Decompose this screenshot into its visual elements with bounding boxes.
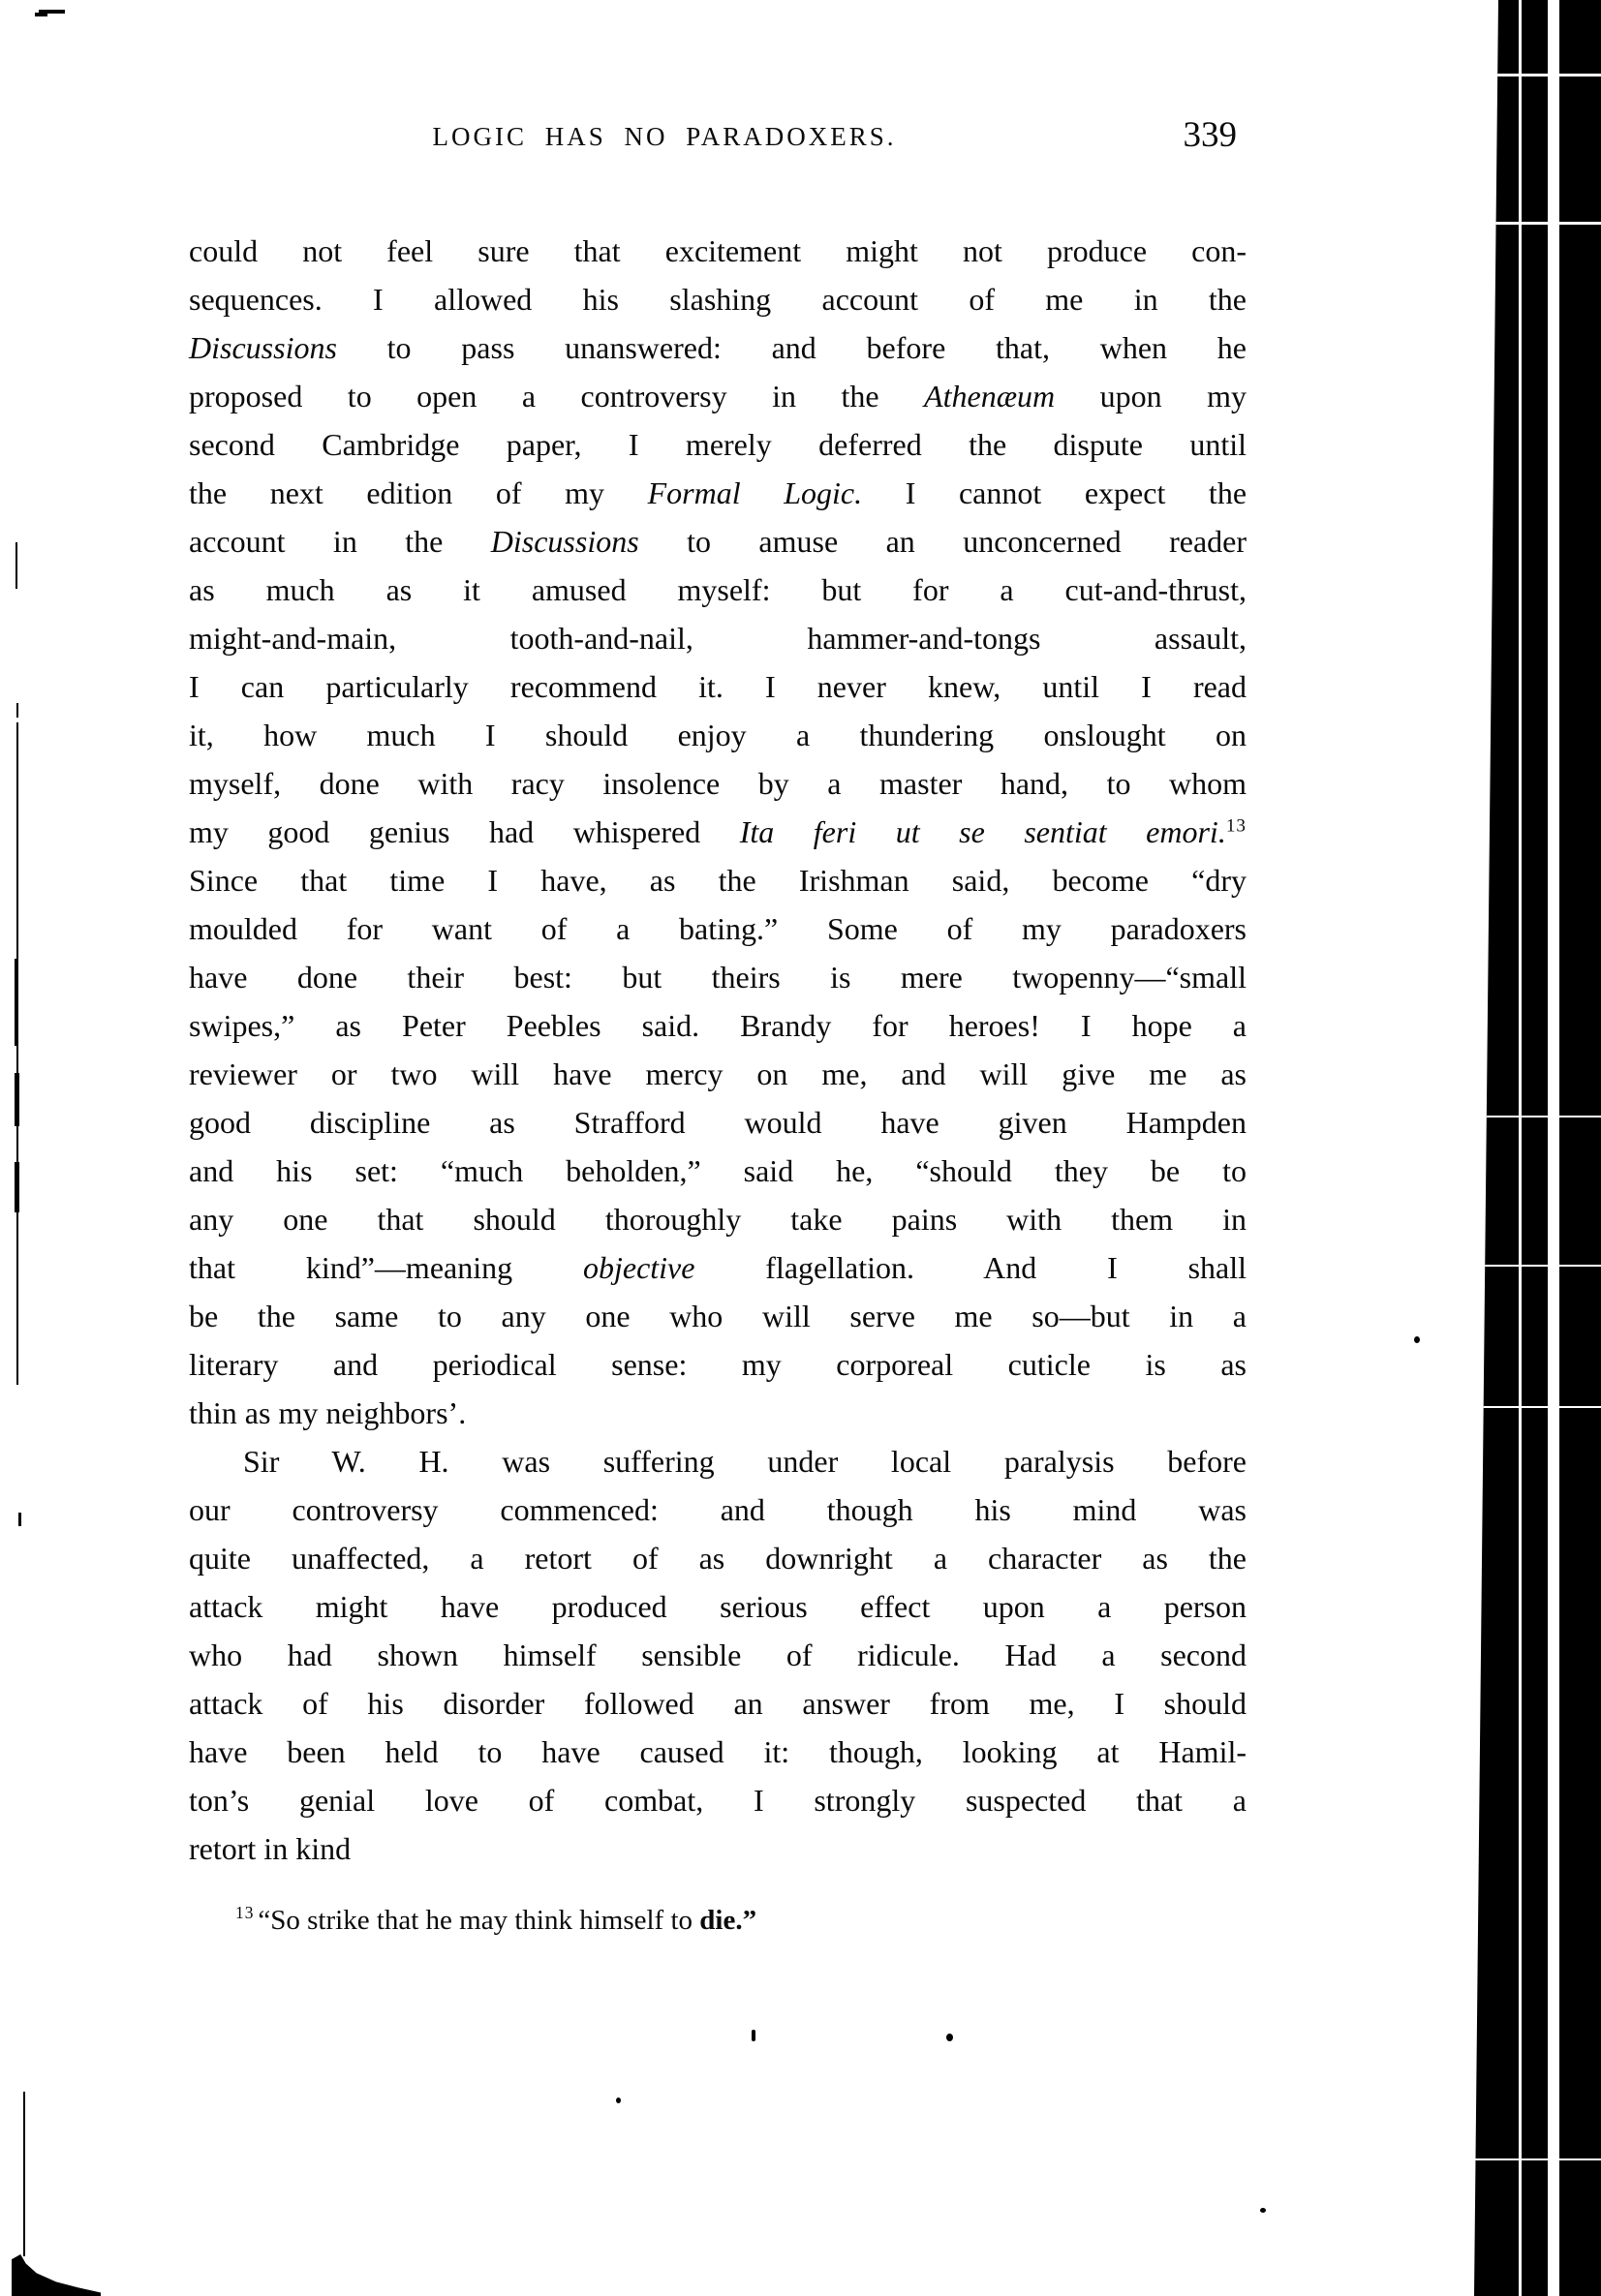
text-segment: the next edition of my [189, 475, 648, 510]
text-segment: reviewer or two will have mercy on me, and will give me as [189, 1056, 1247, 1091]
text-line [189, 1001, 1247, 1050]
text-line [189, 517, 1247, 566]
scan-speck-3 [946, 2034, 953, 2041]
text-line [189, 808, 1247, 856]
text-segment: upon my [1055, 379, 1247, 413]
page-header [189, 115, 1247, 165]
scan-speck-5 [1260, 2208, 1266, 2213]
text-line [189, 904, 1247, 953]
text-line [189, 1437, 1247, 1485]
text-segment: attack of his disorder followed an answer from me, I should [189, 1686, 1247, 1721]
text-segment: Discussions [490, 524, 639, 559]
scan-scratch-left-2 [16, 703, 18, 718]
scan-speck-2 [752, 2030, 755, 2041]
text-segment: as much as it amused myself: but for a cut-and-thrust, [189, 572, 1247, 607]
text-line [189, 1195, 1247, 1243]
text-line [189, 1534, 1247, 1582]
text-line [189, 323, 1247, 372]
scan-scratch-left-1 [15, 542, 17, 589]
text-line [189, 1728, 1247, 1776]
text-line [189, 1679, 1247, 1728]
text-segment: I cannot expect the [862, 475, 1247, 510]
text-segment: proposed to open a controversy in the [189, 379, 925, 413]
text-segment: be the same to any one who will serve me so—but in a [189, 1299, 1247, 1333]
text-segment: quite unaffected, a retort of as downright a character as the [189, 1541, 1247, 1576]
text-line [189, 275, 1247, 323]
footnote [189, 1900, 1247, 1941]
text-segment: and his set: “much beholden,” said he, “should they be to [189, 1153, 1247, 1188]
text-segment: 13 [1225, 815, 1247, 837]
text-segment: it, how much I should enjoy a thundering onslought on [189, 718, 1247, 752]
text-line [189, 469, 1247, 517]
text-segment: to pass unanswered: and before that, when he [336, 330, 1247, 365]
text-segment: 13 [235, 1903, 255, 1923]
text-line [189, 1340, 1247, 1389]
text-segment: Sir W. H. was suffering under local paralysis before [243, 1444, 1247, 1479]
text-line [189, 1631, 1247, 1679]
text-segment: I can particularly recommend it. I never knew, until I read [189, 669, 1247, 704]
text-segment: flagellation. And I shall [694, 1250, 1247, 1285]
text-segment: Discussions [189, 330, 337, 365]
text-line [189, 953, 1247, 1001]
text-segment: Formal Logic. [647, 475, 863, 510]
scan-scratch-left-3 [16, 722, 18, 1385]
text-segment: our controversy commenced: and though his mind was [189, 1492, 1247, 1527]
scan-scratch-bottom-left [23, 2092, 25, 2256]
text-segment: thin as my neighbors’. [189, 1395, 467, 1430]
page-number: 339 [1183, 115, 1237, 155]
text-line [189, 1582, 1247, 1631]
text-segment: have done their best: but theirs is mere twopenny—“small [189, 960, 1247, 995]
text-line [189, 1824, 1247, 1873]
text-line [189, 856, 1247, 904]
text-segment: could not feel sure that excitement might not produce con- [189, 233, 1247, 268]
scan-scratch-left-thick-3 [15, 1162, 19, 1212]
text-segment: “So strike that he may think himself to [258, 1905, 700, 1936]
scan-speck-top-left-2 [35, 13, 47, 16]
text-segment: Ita feri ut se sentiat emori. [739, 814, 1226, 849]
scan-speck-1 [1414, 1336, 1420, 1343]
text-line [189, 759, 1247, 808]
text-segment: have been held to have caused it: though, looking at Hamil- [189, 1734, 1247, 1769]
text-line [189, 227, 1247, 275]
text-line [189, 1776, 1247, 1824]
text-segment: ton’s genial love of combat, I strongly suspected that a [189, 1783, 1247, 1818]
text-line [189, 1243, 1247, 1292]
scan-scratch-left-4 [18, 1513, 21, 1526]
text-line [189, 1050, 1247, 1098]
running-title: LOGIC HAS NO PARADOXERS. [432, 122, 897, 151]
text-segment: to amuse an unconcerned reader [638, 524, 1247, 559]
text-segment: retort in kind [189, 1831, 352, 1866]
scan-scratch-left-thick-1 [15, 959, 18, 1046]
text-line [189, 614, 1247, 662]
text-segment: second Cambridge paper, I merely deferred the dispute until [189, 427, 1247, 462]
text-segment: good discipline as Strafford would have given Hampden [189, 1105, 1247, 1140]
text-segment: sequences. I allowed his slashing account of me in the [189, 282, 1247, 317]
text-segment: that kind”—meaning [189, 1250, 583, 1285]
text-line [189, 711, 1247, 759]
text-segment: die.” [699, 1905, 757, 1936]
text-line [189, 1292, 1247, 1340]
text-segment: attack might have produced serious effect upon a person [189, 1589, 1247, 1624]
scan-gutter-band [1474, 0, 1601, 2296]
text-line [189, 420, 1247, 469]
text-line [189, 1389, 1247, 1437]
scan-scratch-left-thick-2 [15, 1073, 19, 1126]
text-segment: moulded for want of a bating.” Some of my paradoxers [189, 911, 1247, 946]
text-line [189, 1147, 1247, 1195]
text-line [189, 1098, 1247, 1147]
scan-corner-shadow [12, 2254, 101, 2296]
text-segment: swipes,” as Peter Peebles said. Brandy for heroes! I hope a [189, 1008, 1247, 1043]
body-text [189, 227, 1247, 1873]
text-segment: who had shown himself sensible of ridicule. Had a second [189, 1638, 1247, 1672]
text-segment: might-and-main, tooth-and-nail, hammer-and-tongs assault, [189, 621, 1247, 656]
text-segment: any one that should thoroughly take pains with them in [189, 1202, 1247, 1237]
text-line [189, 372, 1247, 420]
text-segment: Since that time I have, as the Irishman said, become “dry [189, 863, 1247, 898]
text-segment: Athenæum [924, 379, 1056, 413]
text-line [189, 662, 1247, 711]
scan-speck-4 [616, 2097, 621, 2103]
text-line [189, 566, 1247, 614]
text-line [189, 1485, 1247, 1534]
text-segment: myself, done with racy insolence by a master hand, to whom [189, 766, 1247, 801]
text-segment: my good genius had whispered [189, 814, 740, 849]
text-segment: literary and periodical sense: my corporeal cuticle is as [189, 1347, 1247, 1382]
text-segment: objective [582, 1250, 695, 1285]
text-segment: account in the [189, 524, 491, 559]
